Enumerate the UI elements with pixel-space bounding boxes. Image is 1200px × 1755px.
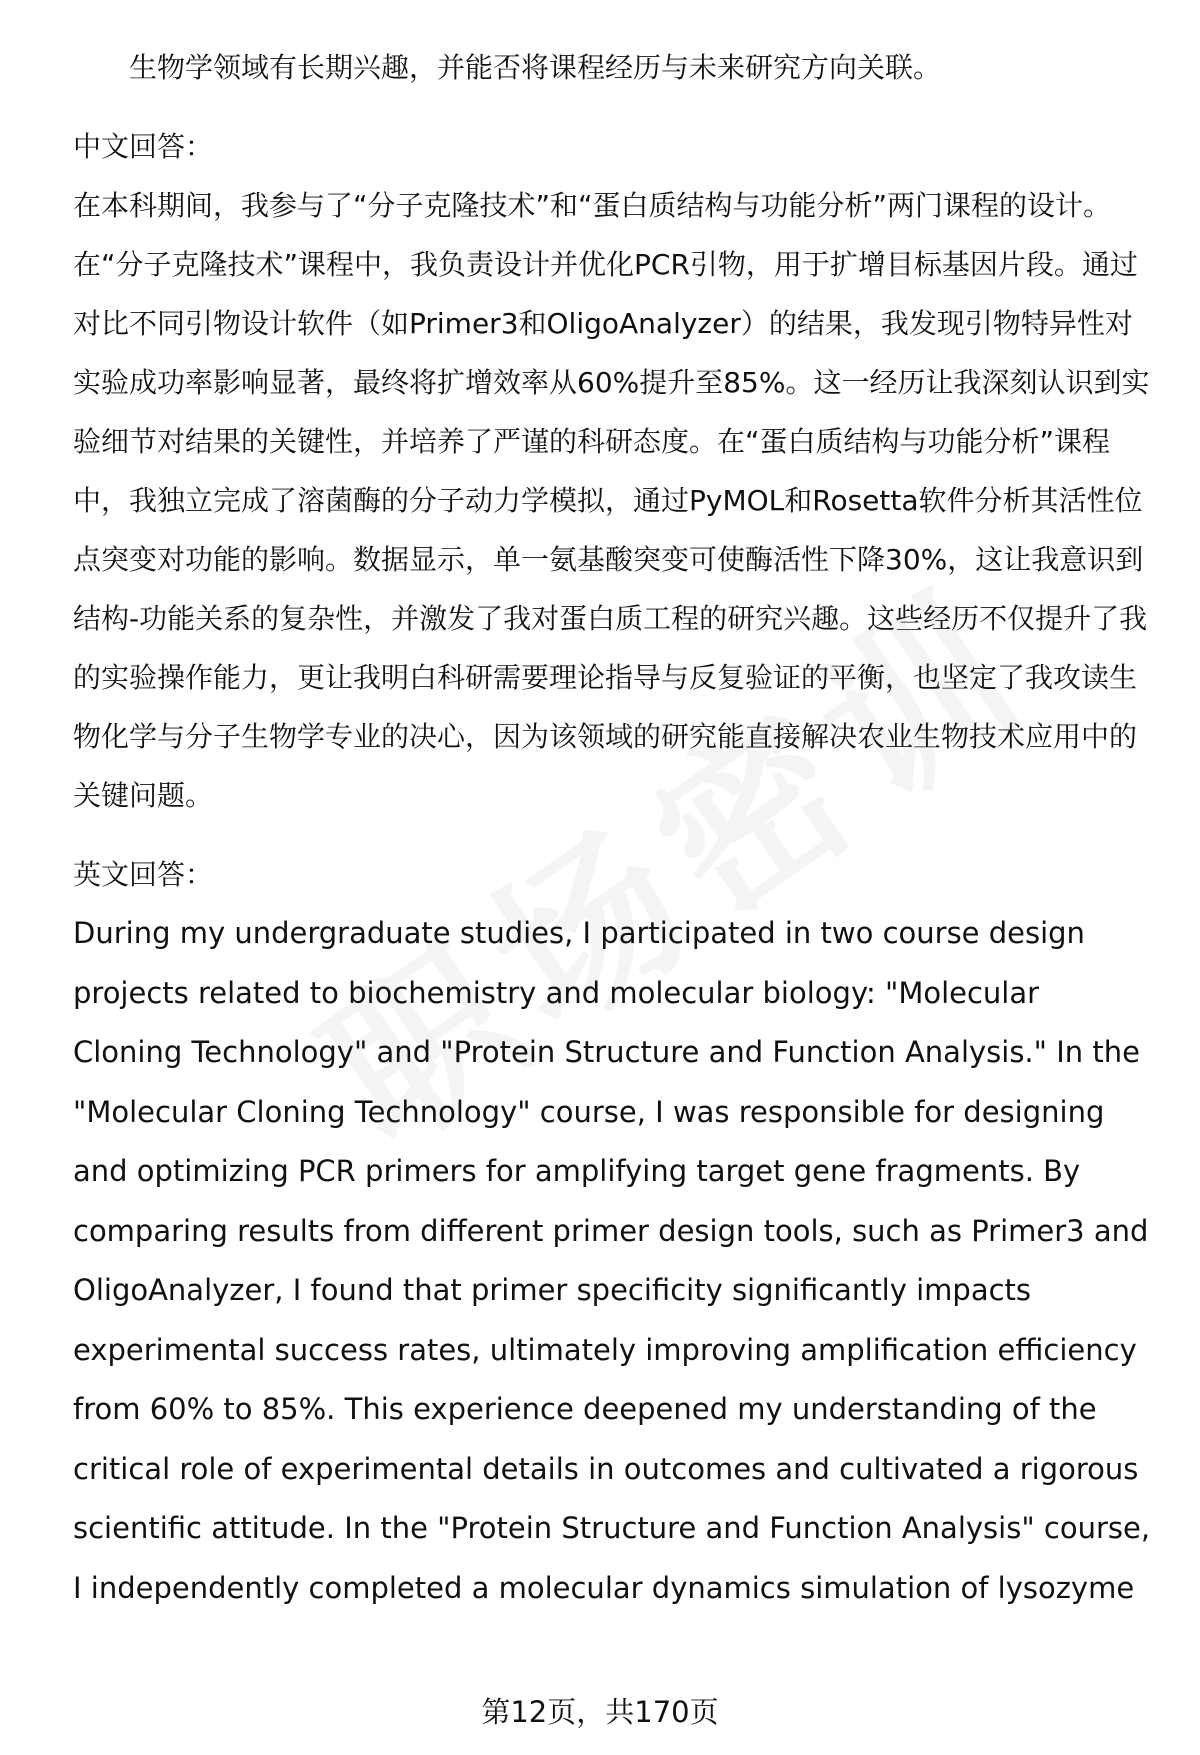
chinese-answer-label: 中文回答： bbox=[73, 130, 214, 163]
page-number: 第12页，共170页 bbox=[481, 1695, 719, 1729]
english-answer-text: During my undergraduate studies, I participated in two course design projects related to biochemistry and molecular biology: "Molecular Cloning Technology" and "Protein Structure and Function Analysis." In the "Molecular Cloning Technology" course, I was responsible for designing and optimizing PCR primers for amplifying target gene fragments. By comparing results from different primer design tools, such as Primer3 and OligoAnalyzer, I found that primer specificity significantly impacts experimental success rates, ultimately improving amplification efficiency from 60% to 85%. This experience deepened my understanding of the critical role of experimental details in outcomes and cultivated a rigorous scientific attitude. In the "Protein Structure and Function Analysis" course, I independently completed a molecular dynamics simulation of lysozyme bbox=[73, 916, 1151, 1605]
continuation-paragraph: 生物学领域有长期兴趣，并能否将课程经历与未来研究方向关联。 bbox=[129, 51, 942, 84]
chinese-answer-text: 在本科期间，我参与了“分子克隆技术”和“蛋白质结构与功能分析”两门课程的设计。在“分子克隆技术”课程中，我负责设计并优化PCR引物，用于扩增目标基因片段。通过对比不同引物设计软件（如Primer3和OligoAnalyzer）的结果，我发现引物特异性对实验成功率影响显著，最终将扩增效率从60%提升至85%。这一经历让我深刻认识到实验细节对结果的关键性，并培养了严谨的科研态度。在“蛋白质结构与功能分析”课程中，我独立完成了溶菌酶的分子动力学模拟，通过PyMOL和Rosetta软件分析其活性位点突变对功能的影响。数据显示，单一氨基酸突变可使酶活性下降30%，这让我意识到结构-功能关系的复杂性，并激发了我对蛋白质工程的研究兴趣。这些经历不仅提升了我的实验操作能力，更让我明白科研需要理论指导与反复验证的平衡，也坚定了我攻读生物化学与分子生物学专业的决心，因为该领域的研究能直接解决农业生物技术应用中的关键问题。 bbox=[73, 189, 1150, 812]
page-content bbox=[73, 38, 1153, 1618]
english-answer-label: 英文回答： bbox=[73, 858, 214, 891]
